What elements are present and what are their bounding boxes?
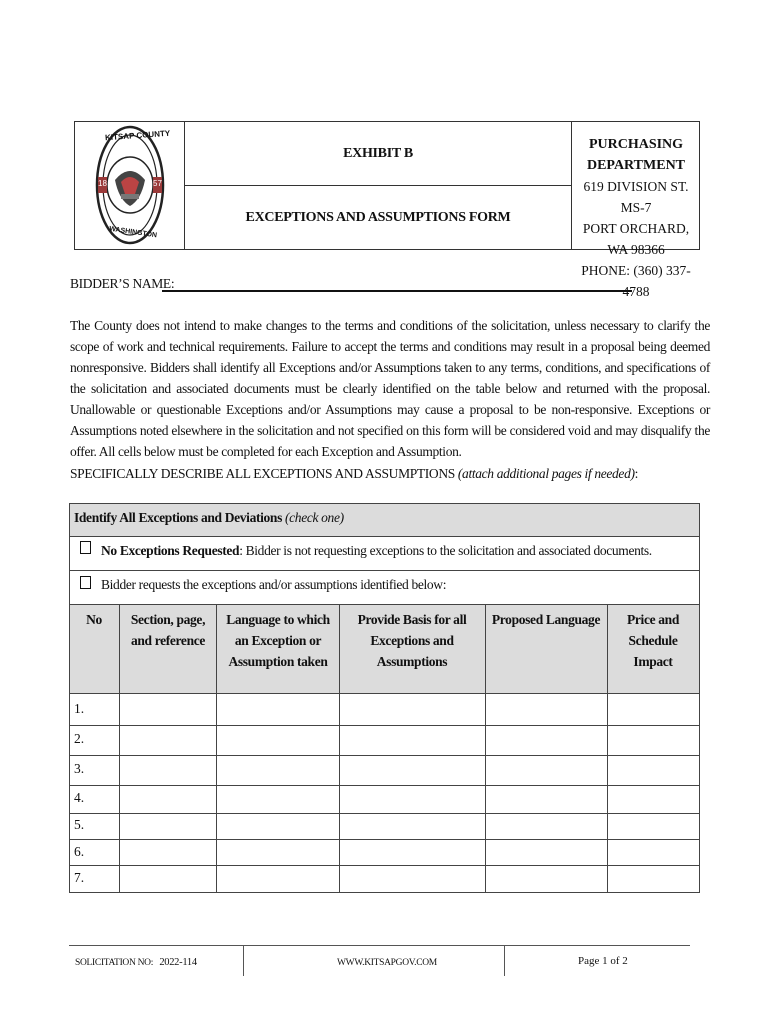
seal-right-year: 57 [153, 179, 162, 188]
exceptions-requested-option: Bidder requests the exceptions and/or assumptions identified below: [101, 577, 447, 592]
identify-label: Identify All Exceptions and Deviations (check one) [74, 510, 344, 525]
seal-left-year: 18 [98, 179, 107, 188]
instructions-paragraph: The County does not intend to make changes to the terms and conditions of the solicitation, unless necessary to clarify the scope of work and technical requirements. Failure to accept the terms and conditions may result in a proposal being deemed nonresponsive. Bidders shall identify all Exceptions and/or Assumptions taken to any terms, conditions, and specifications of the solicitation and associated documents must be clearly identified on the table below and returned with the proposal. Unallowable or questionable Exceptions and/or Assumptions may cause a proposal to be non-responsive. Exceptions or Assumptions noted elsewhere in the solicitation and not specified on this form will be considered void and may disqualify the offer. All cells below must be completed for each Exception and Assumption. [70, 318, 710, 459]
table-row-number: 1. [74, 701, 85, 716]
bidder-name-field[interactable] [162, 290, 632, 292]
col-header-section: Section, page, and reference [130, 612, 206, 648]
specify-end: : [634, 466, 639, 481]
footer-divider [243, 946, 244, 976]
department-name: PURCHASING DEPARTMENT [586, 137, 686, 173]
page-number: Page 1 of 2 [578, 955, 628, 967]
col-header-proposed: Proposed Language [491, 612, 601, 627]
table-row-number: 4. [74, 790, 85, 805]
col-header-basis: Provide Basis for all Exceptions and Assumptions [357, 612, 467, 669]
col-header-price: Price and Schedule Impact [627, 612, 679, 669]
table-row-number: 2. [74, 731, 85, 746]
specify-note: (attach additional pages if needed) [457, 466, 635, 481]
seal-bottom-text: WASHINGTON [108, 225, 158, 240]
table-row-number: 6. [74, 844, 85, 859]
specify-heading [70, 463, 638, 484]
exhibit-label: EXHIBIT B [343, 146, 413, 161]
form-title: EXCEPTIONS AND ASSUMPTIONS FORM [245, 210, 511, 225]
department-cell [572, 122, 700, 299]
col-header-no: No [86, 612, 102, 627]
solicitation-number: SOLICITATION NO: 2022-114 [75, 957, 197, 968]
no-exceptions-option: No Exceptions Requested: Bidder is not requesting exceptions to the solicitation and associated documents. [101, 543, 652, 558]
title-divider [185, 185, 571, 186]
table-row-number: 3. [74, 761, 85, 776]
footer-divider [504, 946, 505, 976]
bidder-name-label: BIDDER’S NAME: [70, 276, 175, 291]
title-cell [185, 122, 572, 249]
exceptions-requested-checkbox[interactable] [80, 576, 91, 589]
specify-main: SPECIFICALLY DESCRIBE ALL EXCEPTIONS AND ASSUMPTIONS [70, 466, 458, 481]
exceptions-table [69, 503, 700, 893]
seal-top-text: KITSAP COUNTY [104, 128, 171, 143]
no-exceptions-checkbox[interactable] [80, 541, 91, 554]
table-row-number: 5. [74, 817, 85, 832]
phone: PHONE: (360) 337-4788 [581, 263, 691, 299]
footer-rule [69, 945, 690, 946]
address-line-1: 619 DIVISION ST. MS-7 [583, 179, 689, 215]
table-row-number: 7. [74, 870, 85, 885]
col-header-language: Language to which an Exception or Assumption taken [226, 612, 330, 669]
footer-website: WWW.KITSAPGOV.COM [337, 958, 437, 968]
address-line-2: PORT ORCHARD, WA 98366 [582, 221, 690, 257]
seal-cell [75, 122, 185, 249]
